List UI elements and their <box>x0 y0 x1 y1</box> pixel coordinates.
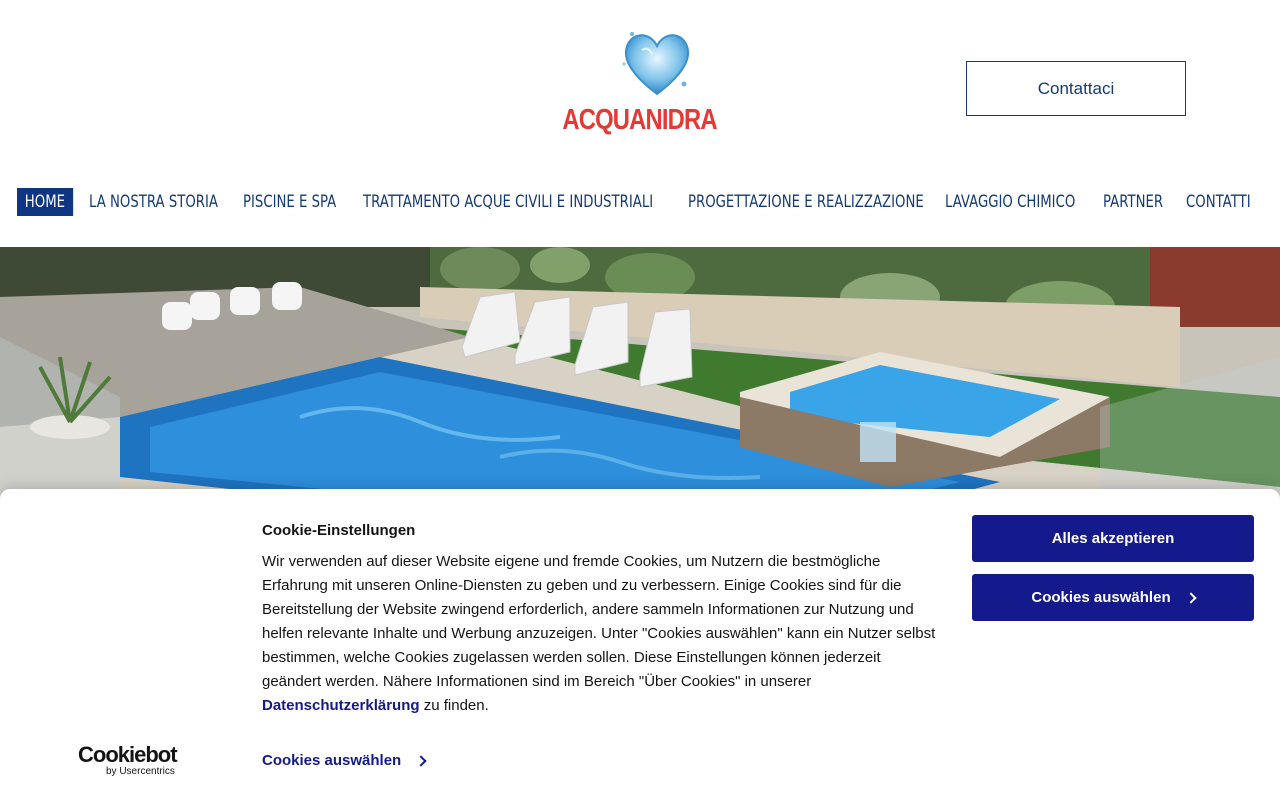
cookiebot-logo <box>78 744 188 778</box>
accept-all-label: Alles akzeptieren <box>1051 530 1175 547</box>
nav-item-partner[interactable]: PARTNER <box>1103 192 1164 212</box>
select-cookies-link-label: Cookies auswählen <box>262 752 402 769</box>
select-cookies-button[interactable] <box>972 574 1254 621</box>
cookiebot-brand-sub: by Usercentrics <box>106 766 175 777</box>
logo-text: ACQUANIDRA <box>562 104 717 136</box>
select-cookies-link[interactable] <box>262 752 425 769</box>
nav-item-la-nostra-storia[interactable]: LA NOSTRA STORIA <box>89 192 218 212</box>
site-header <box>0 0 1280 180</box>
cookie-text-before: Wir verwenden auf dieser Website eigene und fremde Cookies, um Nutzern die bestmögliche Erfahrung mit unseren Online-Diensten zu geben und zu verbessern. Einige Cookies sind für die Bereitstellung der Website zwingend erforderlich, andere sammeln Informationen zur Nutzung und helfen relevante Inhalte und Werbung anzuzeigen. Unter "Cookies auswählen" kann ein Nutzer selbst bestimmen, welche Cookies zugelassen werden sollen. Diese Einstellungen können jederzeit geändert werden. Nähere Informationen sind im Bereich "Über Cookies" in unserer <box>262 553 936 690</box>
chevron-right-icon <box>416 755 427 766</box>
nav-item-home[interactable]: HOME <box>17 188 73 216</box>
cookie-text-after: zu finden. <box>419 697 489 714</box>
water-heart-icon <box>618 24 696 102</box>
cookie-description <box>262 550 942 718</box>
cookie-title: Cookie-Einstellungen <box>262 522 416 539</box>
select-cookies-label: Cookies auswählen <box>1031 589 1171 606</box>
cookiebot-brand: Cookiebot <box>78 742 177 767</box>
nav-item-contatti[interactable]: CONTATTI <box>1186 192 1251 212</box>
privacy-policy-link[interactable]: Datenschutzerklärung <box>262 697 420 714</box>
accept-all-button[interactable] <box>972 515 1254 562</box>
nav-item-piscine-e-spa[interactable]: PISCINE E SPA <box>243 192 337 212</box>
nav-item-lavaggio-chimico[interactable]: LAVAGGIO CHIMICO <box>945 192 1076 212</box>
cookie-banner <box>0 489 1280 800</box>
nav-item-progettazione[interactable]: PROGETTAZIONE E REALIZZAZIONE <box>688 192 924 212</box>
chevron-right-icon <box>1185 592 1196 603</box>
site-logo[interactable] <box>548 16 717 144</box>
nav-item-trattamento-acque[interactable]: TRATTAMENTO ACQUE CIVILI E INDUSTRIALI <box>363 192 654 212</box>
main-nav <box>0 188 1280 218</box>
contact-button[interactable]: Contattaci <box>966 61 1186 116</box>
